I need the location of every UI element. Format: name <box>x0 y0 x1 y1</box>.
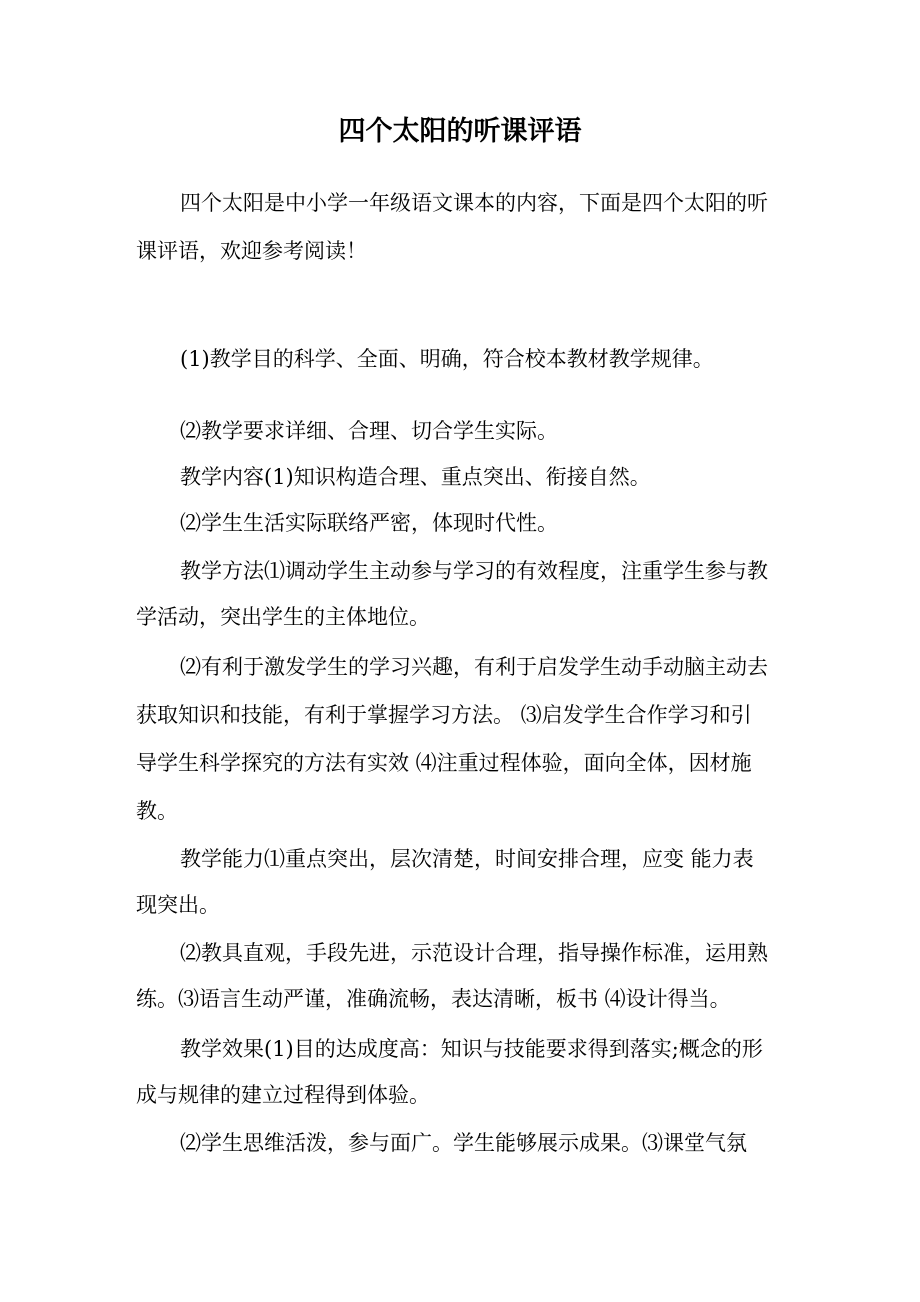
item-content-2: ⑵学生生活实际联络严密，体现时代性。 <box>180 511 558 535</box>
item-method-2-line-3: 导学生科学探究的方法有实效 ⑷注重过程体验，面向全体，因材施 <box>136 751 752 775</box>
item-ability-2-line-2: 练。⑶语言生动严谨，准确流畅，表达清晰，板书 ⑷设计得当。 <box>136 987 731 1011</box>
item-method-2-line-4: 教。 <box>136 799 178 823</box>
item-effect-1-line-2: 成与规律的建立过程得到体验。 <box>136 1083 430 1107</box>
item-effect-1-line-1: 教学效果(1)目的达成度高：知识与技能要求得到落实;概念的形 <box>180 1037 763 1061</box>
item-method-1-line-1: 教学方法⑴调动学生主动参与学习的有效程度，注重学生参与教 <box>180 559 768 583</box>
document-title: 四个太阳的听课评语 <box>338 116 582 147</box>
item-content-1: 教学内容(1)知识构造合理、重点突出、衔接自然。 <box>180 465 651 489</box>
item-method-2-line-1: ⑵有利于激发学生的学习兴趣，有利于启发学生动手动脑主动去 <box>180 655 768 679</box>
item-method-2-line-2: 获取知识和技能，有利于掌握学习方法。 ⑶启发学生合作学习和引 <box>136 703 752 727</box>
item-objectives: (1)教学目的科学、全面、明确，符合校本教材教学规律。 <box>180 347 714 371</box>
item-ability-1-line-2: 现突出。 <box>136 893 220 917</box>
intro-line-1: 四个太阳是中小学一年级语文课本的内容，下面是四个太阳的听 <box>180 191 768 215</box>
intro-line-2: 课评语，欢迎参考阅读！ <box>136 239 367 263</box>
item-effect-2-line-1: ⑵学生思维活泼，参与面广。学生能够展示成果。⑶课堂气氛 <box>180 1131 747 1155</box>
item-method-1-line-2: 学活动，突出学生的主体地位。 <box>136 605 430 629</box>
item-requirements: ⑵教学要求详细、合理、切合学生实际。 <box>180 419 558 443</box>
item-ability-2-line-1: ⑵教具直观，手段先进，示范设计合理，指导操作标准，运用熟 <box>180 941 768 965</box>
item-ability-1-line-1: 教学能力⑴重点突出，层次清楚，时间安排合理，应变 能力表 <box>180 847 754 871</box>
